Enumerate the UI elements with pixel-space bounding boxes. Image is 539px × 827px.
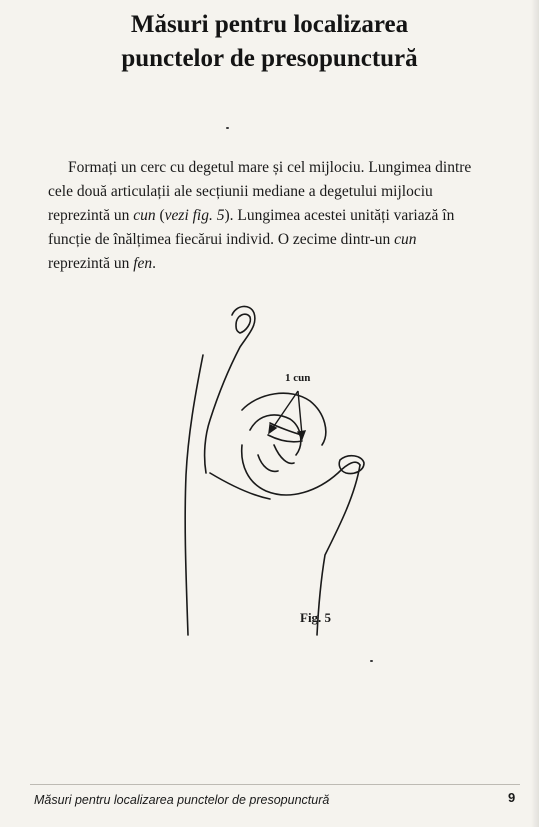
finger-segment xyxy=(274,445,294,463)
title-line-1: Măsuri pentru localizarea xyxy=(130,11,409,38)
palm-left-edge xyxy=(185,355,203,635)
body-paragraph xyxy=(48,156,514,276)
thumb-outline xyxy=(205,306,255,473)
running-footer-title: Măsuri pentru localizarea punctelor de presopunctură xyxy=(34,793,330,807)
paragraph-line-4: funcție de înălțimea fiecărui individ. O zecime dintr-un cun xyxy=(48,231,417,248)
middle-finger-top xyxy=(242,393,326,445)
palm-crease xyxy=(210,473,270,499)
inner-curl xyxy=(258,455,278,471)
term-fen: fen xyxy=(133,255,153,272)
knuckle-2 xyxy=(268,435,302,442)
footer-divider xyxy=(30,784,520,785)
paragraph-line-5: reprezintă un fen. xyxy=(48,255,157,272)
scan-edge-shadow xyxy=(531,0,539,827)
cun-measure-label: 1 cun xyxy=(285,372,311,384)
term-cun: cun xyxy=(133,207,156,224)
page-title xyxy=(40,8,499,76)
title-line-2: punctelor de presopunctură xyxy=(121,45,418,72)
thumbnail xyxy=(236,314,250,333)
hand-illustration xyxy=(170,295,370,645)
figure-reference: vezi fig. 5 xyxy=(164,207,225,224)
page-number: 9 xyxy=(508,790,516,805)
paragraph-line-3: reprezintă un cun (vezi fig. 5). Lungimea acestei unități variază în xyxy=(48,207,455,224)
term-cun-2: cun xyxy=(394,231,417,248)
scan-speck xyxy=(226,127,229,129)
paragraph-line-2: cele două articulații ale secțiunii mediane a degetului mijlociu xyxy=(48,183,433,200)
paragraph-line-1: Formați un cerc cu degetul mare și cel mijlociu. Lungimea dintre xyxy=(68,159,472,176)
figure-caption: Fig. 5 xyxy=(300,610,332,625)
scan-speck-2 xyxy=(370,660,373,662)
